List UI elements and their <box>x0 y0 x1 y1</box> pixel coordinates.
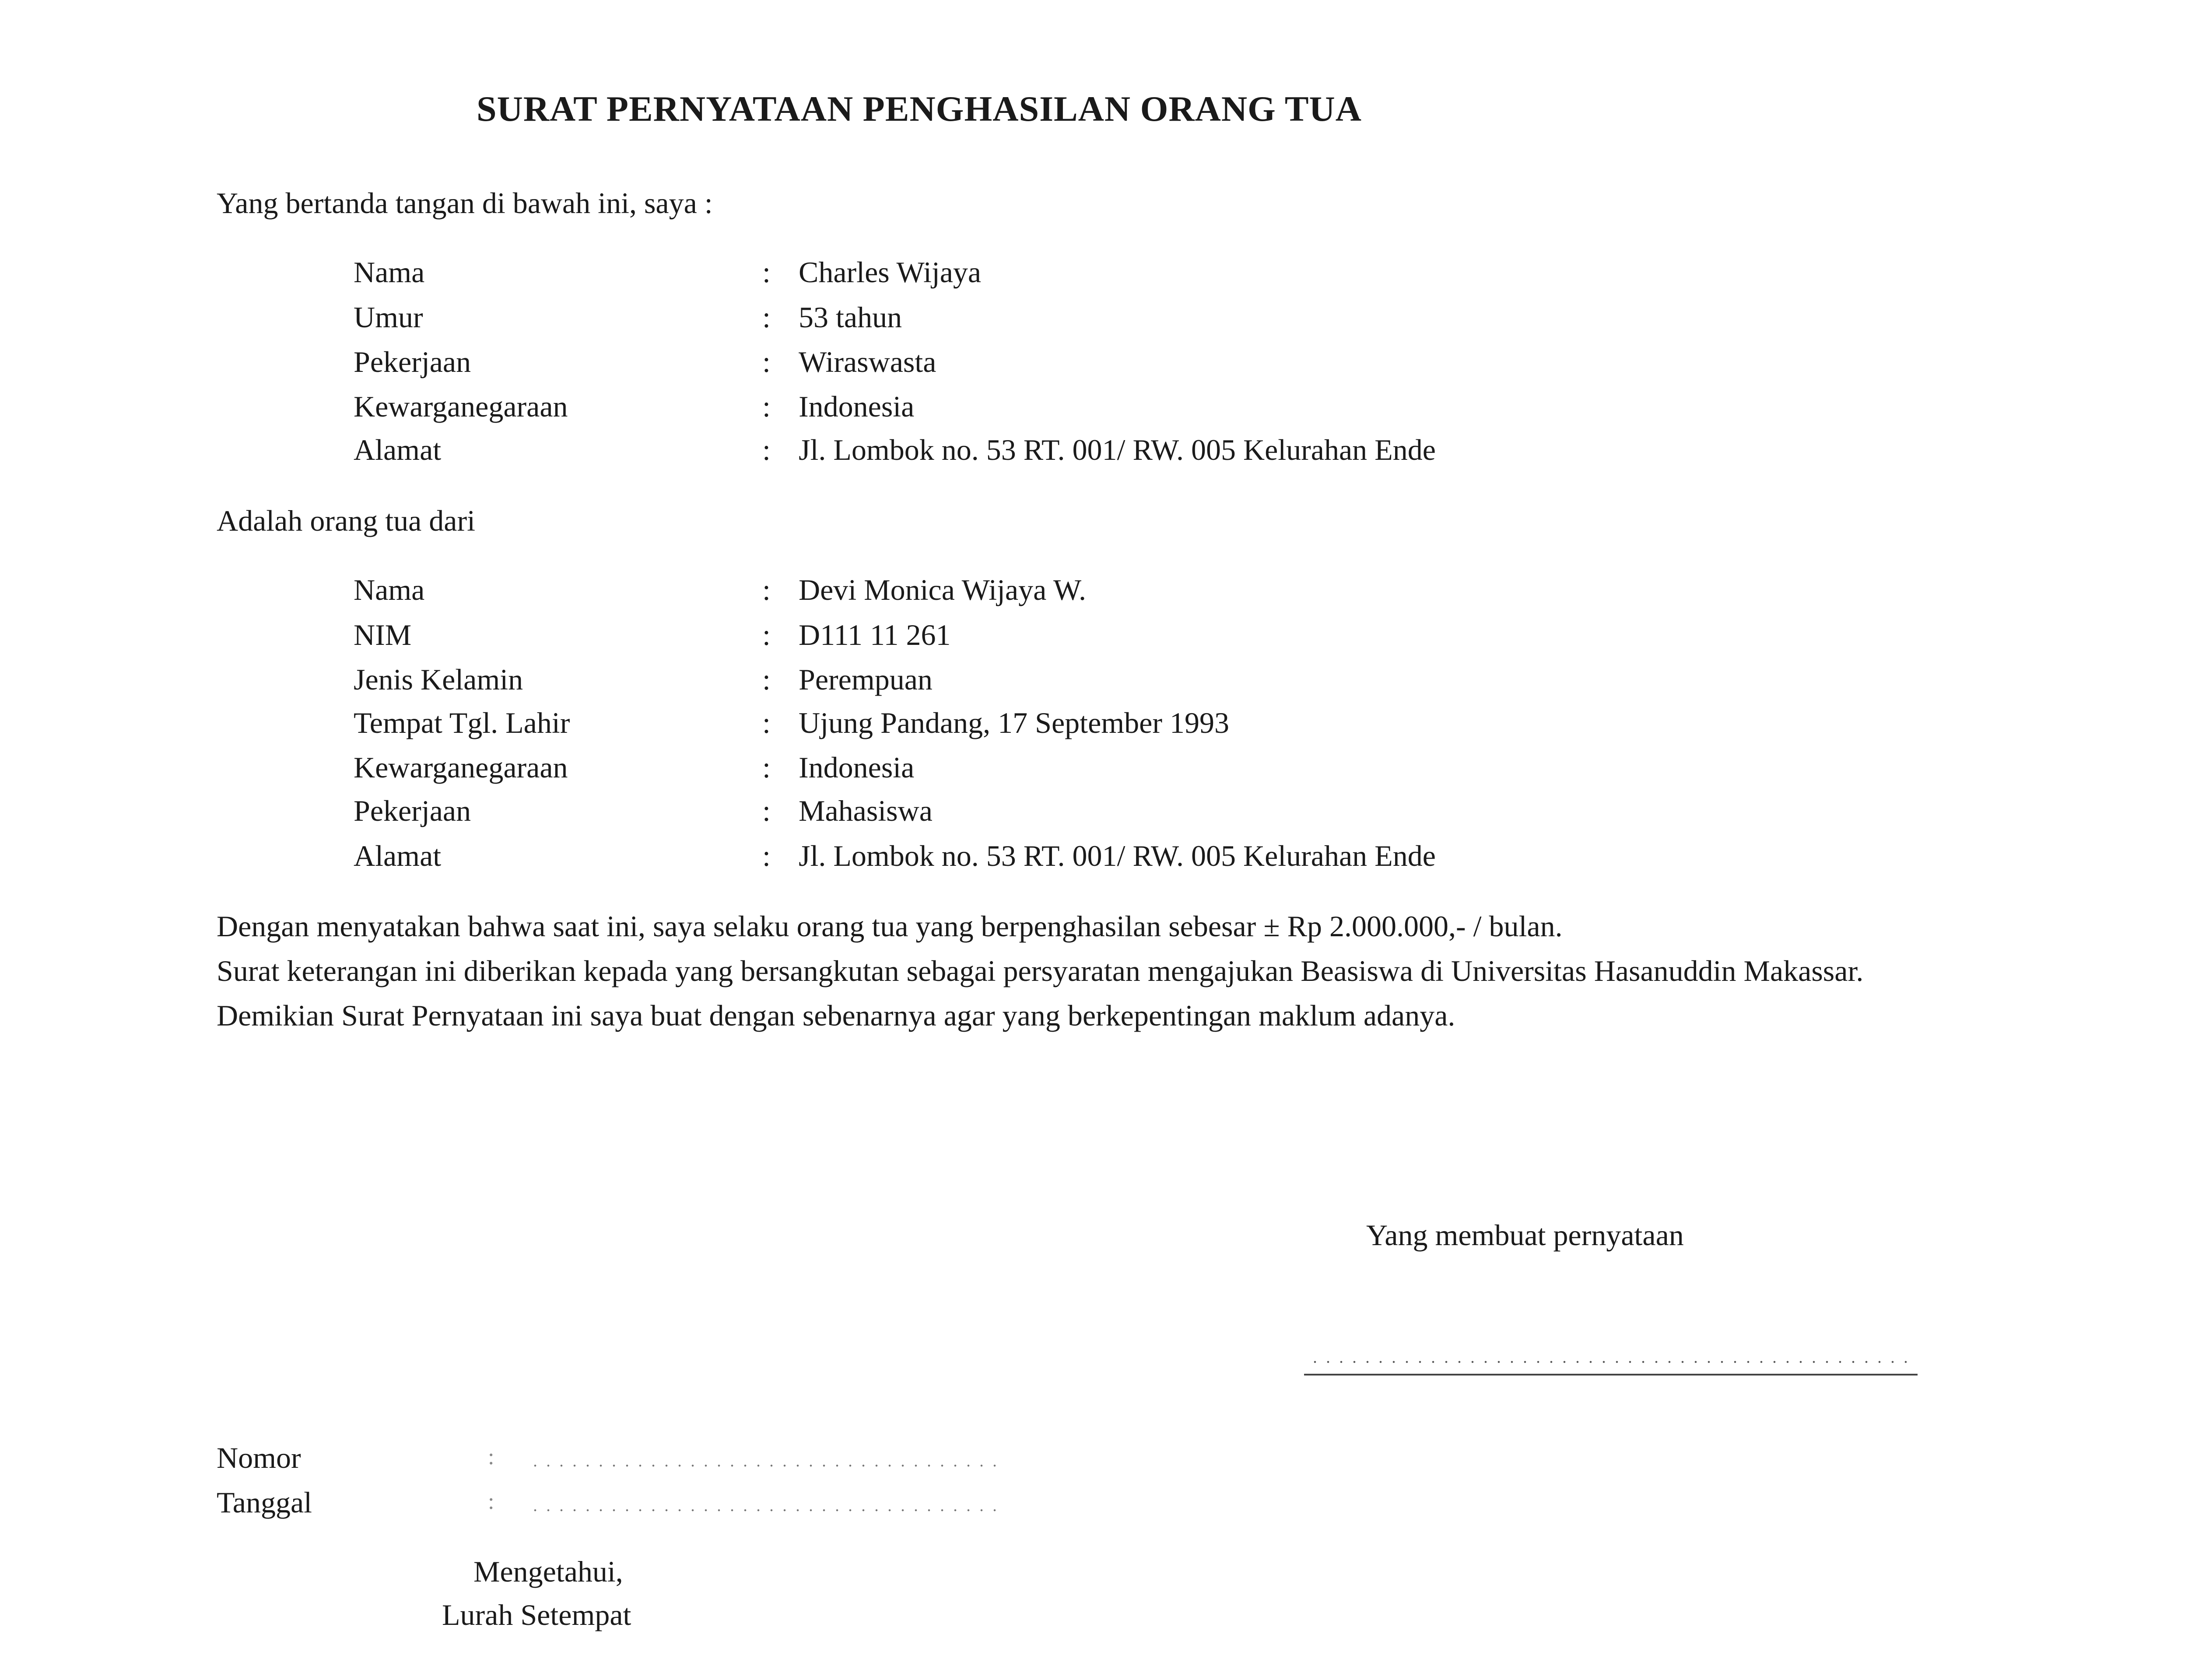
field-value: Jl. Lombok no. 53 RT. 001/ RW. 005 Kelurahan Ende <box>799 433 1436 466</box>
field-label: Alamat <box>354 433 442 466</box>
official-title: Lurah Setempat <box>442 1598 631 1631</box>
field-value: 53 tahun <box>799 301 902 334</box>
signature-dotted-line <box>1308 1360 1912 1364</box>
tanggal-label: Tanggal <box>217 1486 312 1519</box>
field-value: Wiraswasta <box>799 345 936 378</box>
field-label: Pekerjaan <box>354 794 471 827</box>
field-label: Nama <box>354 573 425 606</box>
field-value: Indonesia <box>799 751 915 784</box>
nomor-colon: : <box>488 1445 494 1470</box>
field-colon: : <box>762 839 771 872</box>
field-colon: : <box>762 301 771 334</box>
field-value: Ujung Pandang, 17 September 1993 <box>799 706 1229 739</box>
intro-text: Yang bertanda tangan di bawah ini, saya : <box>217 186 713 220</box>
field-label: Tempat Tgl. Lahir <box>354 706 570 739</box>
field-label: Jenis Kelamin <box>354 663 523 696</box>
field-label: Kewarganegaraan <box>354 390 568 423</box>
field-label: Umur <box>354 301 423 334</box>
field-colon: : <box>762 256 771 289</box>
document-title: SURAT PERNYATAAN PENGHASILAN ORANG TUA <box>477 89 1362 129</box>
signature-line <box>1304 1374 1918 1376</box>
field-label: Pekerjaan <box>354 345 471 378</box>
field-label: NIM <box>354 618 412 651</box>
nomor-label: Nomor <box>217 1441 301 1474</box>
field-value: Devi Monica Wijaya W. <box>799 573 1086 606</box>
closing-paragraph: Demikian Surat Pernyataan ini saya buat dengan sebenarnya agar yang berkepentingan maklum adanya. <box>217 999 1455 1032</box>
acknowledge-text: Mengetahui, <box>473 1555 623 1588</box>
field-colon: : <box>762 433 771 466</box>
income-statement-paragraph: Dengan menyatakan bahwa saat ini, saya selaku orang tua yang berpenghasilan sebesar ± Rp 2.000.000,- / bulan. <box>217 910 1563 943</box>
field-value: Jl. Lombok no. 53 RT. 001/ RW. 005 Kelurahan Ende <box>799 839 1436 872</box>
tanggal-colon: : <box>488 1489 494 1514</box>
field-value: Charles Wijaya <box>799 256 982 289</box>
field-colon: : <box>762 794 771 827</box>
field-value: Perempuan <box>799 663 933 696</box>
field-label: Nama <box>354 256 425 289</box>
purpose-paragraph: Surat keterangan ini diberikan kepada yang bersangkutan sebagai persyaratan mengajukan Beasiswa di Universitas Hasanuddin Makassar. <box>217 954 1864 987</box>
relation-text: Adalah orang tua dari <box>217 504 475 537</box>
field-colon: : <box>762 618 771 651</box>
nomor-blank-field <box>529 1463 999 1468</box>
field-label: Kewarganegaraan <box>354 751 568 784</box>
statement-body <box>217 904 2048 1038</box>
field-colon: : <box>762 573 771 606</box>
field-label: Alamat <box>354 839 442 872</box>
field-value: Mahasiswa <box>799 794 933 827</box>
tanggal-blank-field <box>529 1508 999 1512</box>
field-colon: : <box>762 663 771 696</box>
field-colon: : <box>762 751 771 784</box>
field-colon: : <box>762 345 771 378</box>
signature-caption: Yang membuat pernyataan <box>1366 1218 1684 1252</box>
field-colon: : <box>762 706 771 739</box>
field-colon: : <box>762 390 771 423</box>
field-value: Indonesia <box>799 390 915 423</box>
field-value: D111 11 261 <box>799 618 951 651</box>
